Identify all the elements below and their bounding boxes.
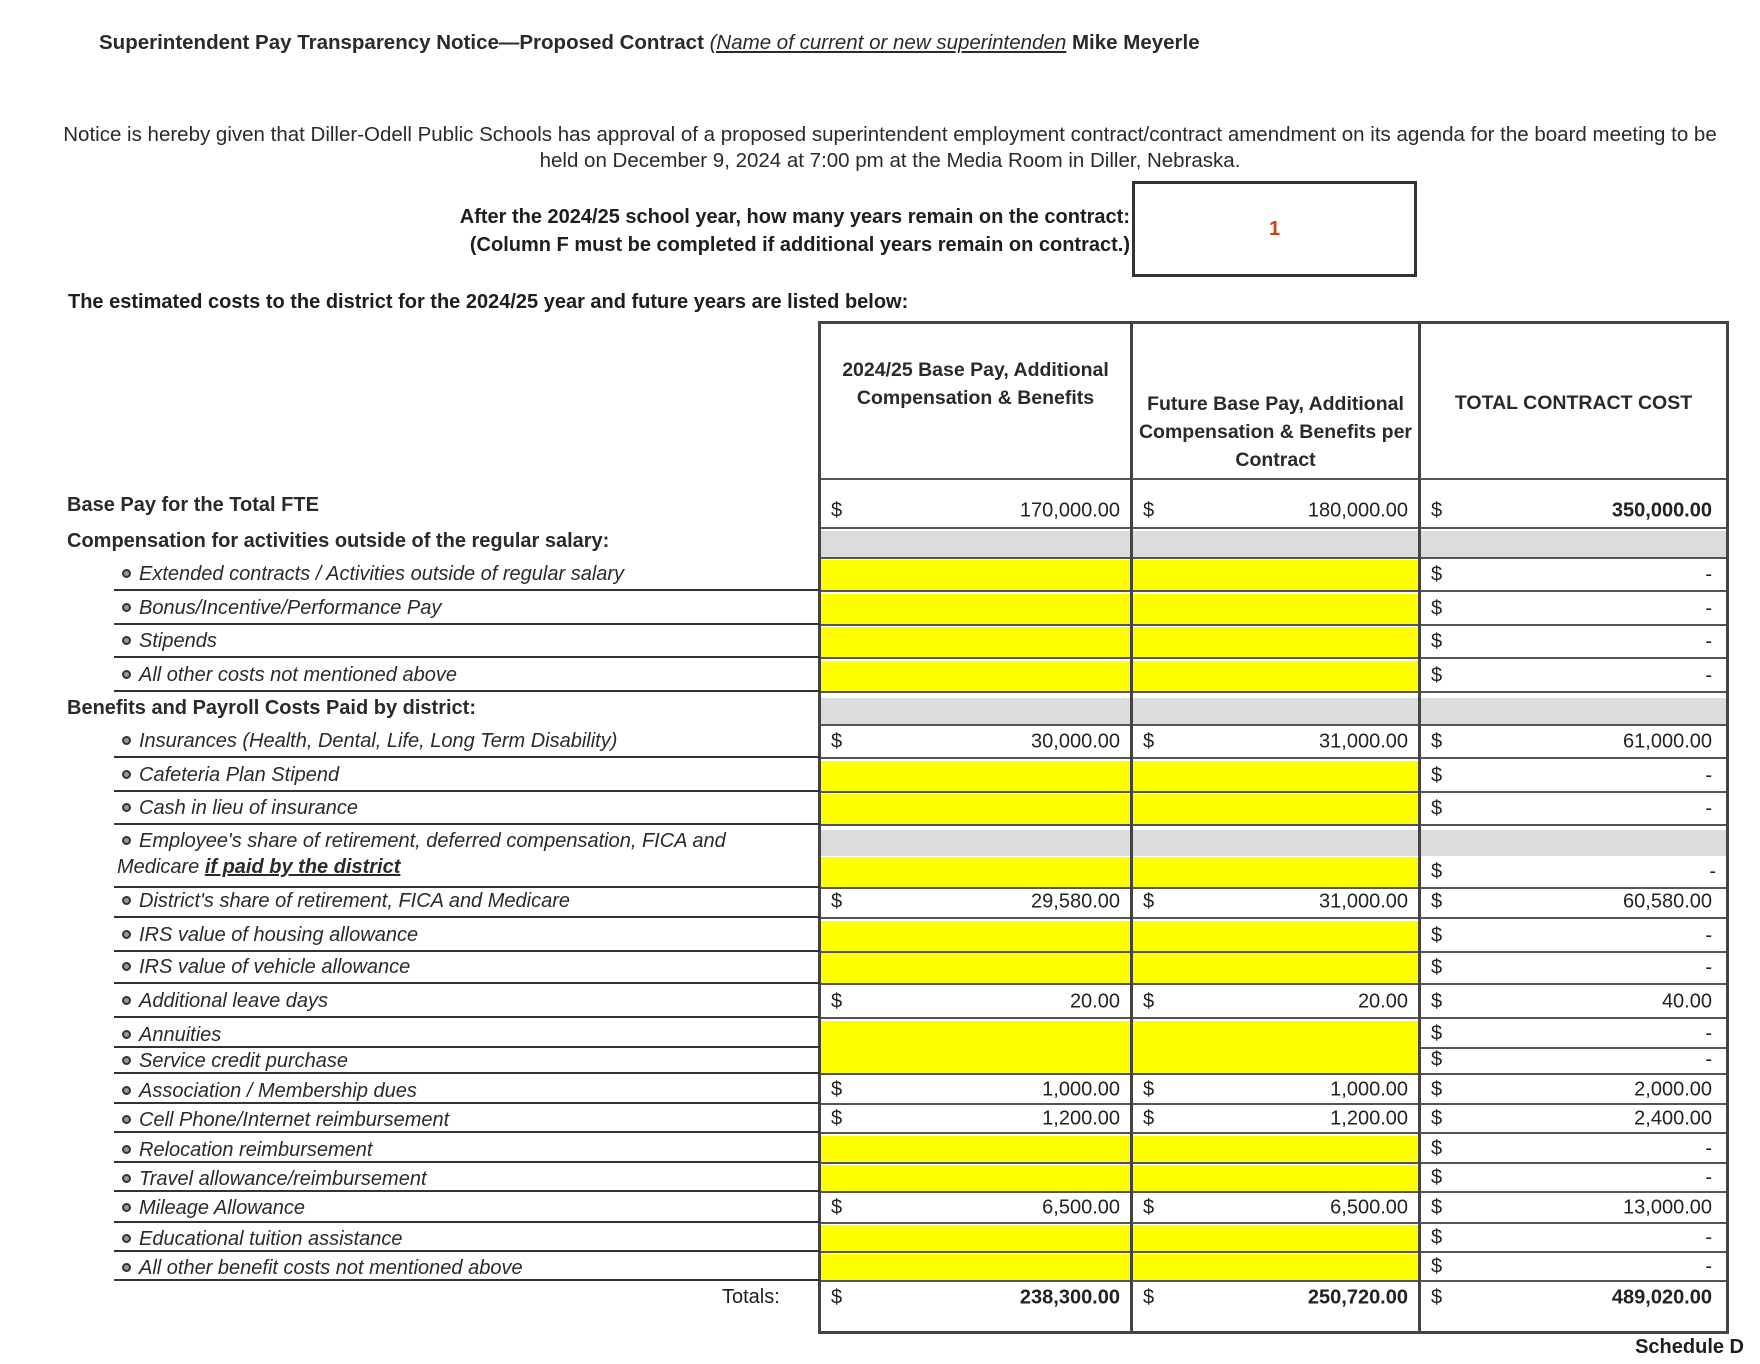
currency-symbol: $ <box>1431 956 1443 979</box>
row-label-text: Relocation reimbursement <box>139 1139 373 1161</box>
total-amount: 60,580.00 <box>1623 890 1712 913</box>
currency-symbol: $ <box>1431 499 1443 521</box>
row-label-text: IRS value of housing allowance <box>139 924 419 946</box>
cell-border <box>821 917 1726 919</box>
row-underline <box>114 589 820 591</box>
cell-border <box>821 1132 1726 1134</box>
current-cell <box>821 953 1130 983</box>
row-label-text: District's share of retirement, FICA and Medicare <box>139 890 570 912</box>
total-amount: - <box>1705 764 1712 787</box>
row-label <box>122 1109 449 1132</box>
row-underline <box>114 1072 820 1074</box>
future-cell <box>1133 794 1418 824</box>
cell-border <box>821 983 1726 985</box>
total-cell <box>1421 887 1726 917</box>
cell-border <box>821 824 1726 826</box>
row-label <box>122 1050 348 1073</box>
future-cell <box>1133 560 1418 590</box>
currency-symbol: $ <box>1431 1107 1443 1130</box>
currency-symbol: $ <box>831 1078 843 1101</box>
bullet-icon <box>122 962 131 971</box>
row-label <box>122 730 617 753</box>
column-divider <box>1418 321 1421 1334</box>
total-cell <box>1421 661 1726 691</box>
bullet-icon <box>122 770 131 779</box>
current-cell <box>821 1225 1130 1251</box>
future-cell <box>1133 1165 1418 1191</box>
row-underline <box>114 1131 820 1133</box>
title-main: Superintendent Pay Transparency Notice—Proposed Contract <box>99 31 704 54</box>
cell-border <box>821 1017 1726 1019</box>
row-underline <box>114 756 820 758</box>
cell-border <box>821 1162 1726 1164</box>
currency-symbol: $ <box>1143 890 1155 913</box>
currency-symbol: $ <box>1143 1286 1155 1309</box>
column-header-total-text: TOTAL CONTRACT COST <box>1454 392 1693 414</box>
row-underline <box>114 1161 820 1163</box>
current-cell <box>821 1254 1130 1280</box>
current-cell <box>821 627 1130 657</box>
row-label <box>122 1080 417 1103</box>
row-label-text: Extended contracts / Activities outside of regular salary <box>139 563 625 585</box>
future-cell <box>1133 627 1418 657</box>
row-underline <box>114 690 820 692</box>
row-label <box>122 1024 221 1047</box>
current-cell <box>821 1136 1130 1162</box>
row-label <box>67 697 476 720</box>
cell-border <box>821 757 1726 759</box>
current-cell <box>821 661 1130 691</box>
current-amount: 20.00 <box>1069 990 1120 1013</box>
bullet-icon <box>122 1263 131 1272</box>
estimate-intro: The estimated costs to the district for the 2024/25 year and future years are listed below: <box>68 291 909 313</box>
current-cell <box>821 921 1130 951</box>
total-amount: - <box>1705 630 1712 653</box>
total-cell <box>1421 1047 1726 1073</box>
row-underline <box>114 950 820 952</box>
bullet-icon <box>122 736 131 745</box>
total-cell <box>1421 794 1726 824</box>
total-amount: 61,000.00 <box>1623 730 1712 753</box>
total-cell <box>1421 727 1726 757</box>
current-amount: 1,200.00 <box>1042 1107 1120 1130</box>
bullet-icon <box>122 803 131 812</box>
total-cell <box>1421 1194 1726 1222</box>
total-cell <box>1421 1021 1726 1047</box>
years-remaining-question <box>460 203 1130 259</box>
current-cell <box>821 794 1130 824</box>
row-underline <box>114 1016 820 1018</box>
row-label-text: Service credit purchase <box>139 1050 348 1072</box>
total-amount: - <box>1705 1166 1712 1189</box>
total-amount: 2,000.00 <box>1634 1078 1712 1101</box>
row-label-text: Compensation for activities outside of the regular salary: <box>67 530 610 552</box>
row-label-text: Mileage Allowance <box>139 1197 306 1219</box>
currency-symbol: $ <box>1431 1078 1443 1101</box>
currency-symbol: $ <box>1431 1166 1443 1189</box>
total-cell <box>1421 1225 1726 1251</box>
future-cell <box>1133 1136 1418 1162</box>
cell-border <box>821 1251 1726 1253</box>
row-label <box>122 563 624 586</box>
current-cell <box>821 1165 1130 1191</box>
row-underline <box>114 1046 820 1048</box>
future-amount: 250,720.00 <box>1307 1286 1408 1309</box>
total-amount: - <box>1705 1226 1712 1249</box>
cell-border <box>821 590 1726 592</box>
future-amount: 1,000.00 <box>1330 1078 1408 1101</box>
currency-symbol: $ <box>1431 1048 1443 1071</box>
meeting-notice: Notice is hereby given that Diller-Odell Public Schools has approval of a proposed superintendent employment contract/contract amendment on its agenda for the board meeting to be held on December 9, 2024 at 7:00 pm at the Media Room in Diller, Nebraska. <box>63 123 1717 172</box>
total-amount: - <box>1705 1137 1712 1160</box>
future-amount: 31,000.00 <box>1319 890 1408 913</box>
total-cell <box>1421 560 1726 590</box>
years-remaining-value: 1 <box>1132 181 1417 277</box>
future-cell <box>1133 857 1418 887</box>
row-underline <box>114 1102 820 1104</box>
row-label-text: Cell Phone/Internet reimbursement <box>139 1109 450 1131</box>
bullet-icon <box>122 1056 131 1065</box>
cell-border <box>821 1280 1726 1282</box>
row-label <box>122 1139 372 1162</box>
section-cell <box>821 830 1726 856</box>
currency-symbol: $ <box>1431 1022 1443 1045</box>
current-amount: 30,000.00 <box>1031 730 1120 753</box>
row-label <box>122 830 726 853</box>
currency-symbol: $ <box>831 890 843 913</box>
current-cell <box>821 857 1130 887</box>
total-amount: - <box>1705 1255 1712 1278</box>
cell-border <box>821 1222 1726 1224</box>
future-cell <box>1133 953 1418 983</box>
currency-symbol: $ <box>831 1107 843 1130</box>
cell-border <box>821 1103 1726 1105</box>
row-label-emphasis: if paid by the district <box>204 856 401 878</box>
total-cell <box>1421 1136 1726 1162</box>
current-cell <box>821 987 1130 1017</box>
currency-symbol: $ <box>1431 1226 1443 1249</box>
future-cell <box>1133 921 1418 951</box>
total-cell <box>1421 761 1726 791</box>
row-label-text: Insurances (Health, Dental, Life, Long Term Disability) <box>139 730 618 752</box>
future-amount: 20.00 <box>1357 990 1408 1013</box>
current-amount: 6,500.00 <box>1042 1196 1120 1219</box>
bullet-icon <box>122 636 131 645</box>
row-label <box>122 890 570 913</box>
column-header-total <box>1421 324 1726 478</box>
currency-symbol: $ <box>1431 730 1443 753</box>
section-cell <box>821 531 1726 557</box>
column-header-current-text: 2024/25 Base Pay, Additional Compensation & Benefits <box>842 359 1109 409</box>
column-divider <box>1130 321 1133 1334</box>
row-label <box>122 664 457 687</box>
column-header-future <box>1133 324 1418 478</box>
row-underline <box>114 916 820 918</box>
future-cell <box>1133 1283 1418 1313</box>
currency-symbol: $ <box>831 730 843 753</box>
future-cell <box>1133 761 1418 791</box>
current-amount: 170,000.00 <box>1019 499 1120 521</box>
future-amount: 6,500.00 <box>1330 1196 1408 1219</box>
currency-symbol: $ <box>831 990 843 1013</box>
current-cell <box>821 761 1130 791</box>
total-cell <box>1421 1165 1726 1191</box>
row-label <box>122 924 418 947</box>
total-amount: - <box>1709 860 1716 883</box>
row-label-text: Annuities <box>139 1024 222 1046</box>
total-amount: 350,000.00 <box>1611 499 1712 521</box>
current-cell <box>821 727 1130 757</box>
bullet-icon <box>122 836 131 845</box>
future-cell <box>1133 494 1418 527</box>
currency-symbol: $ <box>1431 990 1443 1013</box>
future-cell <box>1133 1021 1418 1047</box>
row-label <box>67 494 319 517</box>
row-label <box>122 597 441 620</box>
column-header-current <box>821 324 1130 478</box>
total-cell <box>1421 1283 1726 1313</box>
row-underline <box>114 623 820 625</box>
future-amount: 1,200.00 <box>1330 1107 1408 1130</box>
currency-symbol: $ <box>1143 1196 1155 1219</box>
currency-symbol: $ <box>1431 630 1443 653</box>
row-underline <box>114 982 820 984</box>
future-cell <box>1133 594 1418 624</box>
currency-symbol: $ <box>1143 990 1155 1013</box>
row-label-text: Base Pay for the Total FTE <box>67 494 319 516</box>
cell-border <box>821 478 1726 480</box>
bullet-icon <box>122 1030 131 1039</box>
row-label <box>122 1257 523 1280</box>
row-underline <box>114 823 820 825</box>
total-cell <box>1421 594 1726 624</box>
column-header-future-text: Future Base Pay, Additional Compensation & Benefits per Contract <box>1138 393 1413 471</box>
current-amount: 1,000.00 <box>1042 1078 1120 1101</box>
row-underline <box>114 656 820 658</box>
row-underline <box>114 1250 820 1252</box>
bullet-icon <box>122 670 131 679</box>
currency-symbol: $ <box>1431 764 1443 787</box>
currency-symbol: $ <box>1143 1078 1155 1101</box>
row-underline <box>114 886 820 888</box>
total-amount: - <box>1705 1022 1712 1045</box>
cell-border <box>821 791 1726 793</box>
row-label <box>122 1228 403 1251</box>
currency-symbol: $ <box>1431 924 1443 947</box>
current-cell <box>821 1021 1130 1047</box>
current-cell <box>821 1283 1130 1313</box>
total-amount: - <box>1705 797 1712 820</box>
bullet-icon <box>122 569 131 578</box>
cell-border <box>821 527 1726 529</box>
current-cell <box>821 1047 1130 1073</box>
currency-symbol: $ <box>1143 499 1155 521</box>
schedule-label: Schedule D <box>1635 1336 1744 1358</box>
row-label <box>122 1168 427 1191</box>
cell-border <box>821 624 1726 626</box>
currency-symbol: $ <box>831 1286 843 1309</box>
row-label-text: Educational tuition assistance <box>139 1228 403 1250</box>
total-cell <box>1421 857 1726 887</box>
currency-symbol: $ <box>1431 597 1443 620</box>
future-cell <box>1133 1194 1418 1222</box>
bullet-icon <box>122 1115 131 1124</box>
currency-symbol: $ <box>1431 1196 1443 1219</box>
future-cell <box>1133 1077 1418 1103</box>
cell-border <box>821 1073 1726 1075</box>
superintendent-name: Mike Meyerle <box>1071 31 1200 54</box>
currency-symbol: $ <box>1431 797 1443 820</box>
total-amount: - <box>1705 597 1712 620</box>
row-label <box>122 797 358 820</box>
future-cell <box>1133 1225 1418 1251</box>
bullet-icon <box>122 1086 131 1095</box>
bullet-icon <box>122 930 131 939</box>
years-question-line2: (Column F must be completed if additional years remain on contract.) <box>469 234 1130 256</box>
current-cell <box>821 1106 1130 1132</box>
row-label <box>122 630 217 653</box>
current-cell <box>821 494 1130 527</box>
bullet-icon <box>122 1203 131 1212</box>
totals-label: Totals: <box>722 1286 780 1308</box>
total-cell <box>1421 1077 1726 1103</box>
currency-symbol: $ <box>831 499 843 521</box>
row-label <box>67 530 609 553</box>
total-amount: - <box>1705 1048 1712 1071</box>
future-amount: 31,000.00 <box>1319 730 1408 753</box>
row-label-text: Additional leave days <box>139 990 329 1012</box>
row-label-text: All other costs not mentioned above <box>139 664 457 686</box>
row-label-line2-text: Medicare <box>117 856 205 878</box>
total-amount: 40.00 <box>1661 990 1712 1013</box>
total-cell <box>1421 1254 1726 1280</box>
currency-symbol: $ <box>1143 730 1155 753</box>
row-label-text: Cafeteria Plan Stipend <box>139 764 340 786</box>
cell-border <box>821 691 1726 693</box>
total-amount: - <box>1705 664 1712 687</box>
future-cell <box>1133 727 1418 757</box>
bullet-icon <box>122 1145 131 1154</box>
future-amount: 180,000.00 <box>1307 499 1408 521</box>
total-cell <box>1421 1106 1726 1132</box>
bullet-icon <box>122 996 131 1005</box>
row-label <box>122 956 410 979</box>
total-amount: - <box>1705 956 1712 979</box>
cell-border <box>821 724 1726 726</box>
row-label-line2 <box>117 856 400 879</box>
currency-symbol: $ <box>1431 563 1443 586</box>
row-label <box>122 1197 305 1220</box>
future-cell <box>1133 887 1418 917</box>
current-cell <box>821 594 1130 624</box>
row-underline <box>114 1190 820 1192</box>
future-cell <box>1133 1047 1418 1073</box>
current-amount: 29,580.00 <box>1031 890 1120 913</box>
row-underline <box>114 1279 820 1281</box>
future-cell <box>1133 1254 1418 1280</box>
currency-symbol: $ <box>1431 1255 1443 1278</box>
row-label-text: Employee's share of retirement, deferred compensation, FICA and <box>139 830 726 852</box>
years-question-line1: After the 2024/25 school year, how many years remain on the contract: <box>459 206 1130 228</box>
row-label-text: IRS value of vehicle allowance <box>139 956 411 978</box>
cell-border <box>821 557 1726 559</box>
row-label <box>122 764 339 787</box>
future-cell <box>1133 987 1418 1017</box>
row-underline <box>114 790 820 792</box>
cell-border <box>821 1191 1726 1193</box>
total-cell <box>1421 494 1726 527</box>
title-name-hint: (Name of current or new superintenden <box>709 31 1067 54</box>
current-cell <box>821 887 1130 917</box>
current-cell <box>821 1077 1130 1103</box>
bullet-icon <box>122 1174 131 1183</box>
future-cell <box>1133 1106 1418 1132</box>
total-amount: 489,020.00 <box>1611 1286 1712 1309</box>
bullet-icon <box>122 1234 131 1243</box>
currency-symbol: $ <box>1431 1286 1443 1309</box>
section-cell <box>821 698 1726 724</box>
total-cell <box>1421 953 1726 983</box>
current-cell <box>821 1194 1130 1222</box>
currency-symbol: $ <box>1431 1137 1443 1160</box>
bullet-icon <box>122 896 131 905</box>
currency-symbol: $ <box>1431 664 1443 687</box>
currency-symbol: $ <box>1431 890 1443 913</box>
currency-symbol: $ <box>831 1196 843 1219</box>
total-cell <box>1421 987 1726 1017</box>
row-label <box>122 990 328 1013</box>
currency-symbol: $ <box>1143 1107 1155 1130</box>
cell-border <box>821 657 1726 659</box>
current-amount: 238,300.00 <box>1019 1286 1120 1309</box>
row-label-text: Bonus/Incentive/Performance Pay <box>139 597 442 619</box>
current-cell <box>821 560 1130 590</box>
total-amount: - <box>1705 924 1712 947</box>
row-label-text: Benefits and Payroll Costs Paid by district: <box>67 697 476 719</box>
row-label-text: Travel allowance/reimbursement <box>139 1168 427 1190</box>
row-underline <box>114 1221 820 1223</box>
total-amount: 2,400.00 <box>1634 1107 1712 1130</box>
total-amount: - <box>1705 563 1712 586</box>
total-cell <box>1421 921 1726 951</box>
total-amount: 13,000.00 <box>1623 1196 1712 1219</box>
row-label-text: Association / Membership dues <box>139 1080 417 1102</box>
row-label-text: All other benefit costs not mentioned above <box>139 1257 523 1279</box>
row-label-text: Stipends <box>139 630 217 652</box>
page-title <box>99 31 1200 55</box>
currency-symbol: $ <box>1431 860 1443 883</box>
total-cell <box>1421 627 1726 657</box>
row-label-text: Cash in lieu of insurance <box>139 797 359 819</box>
bullet-icon <box>122 603 131 612</box>
future-cell <box>1133 661 1418 691</box>
